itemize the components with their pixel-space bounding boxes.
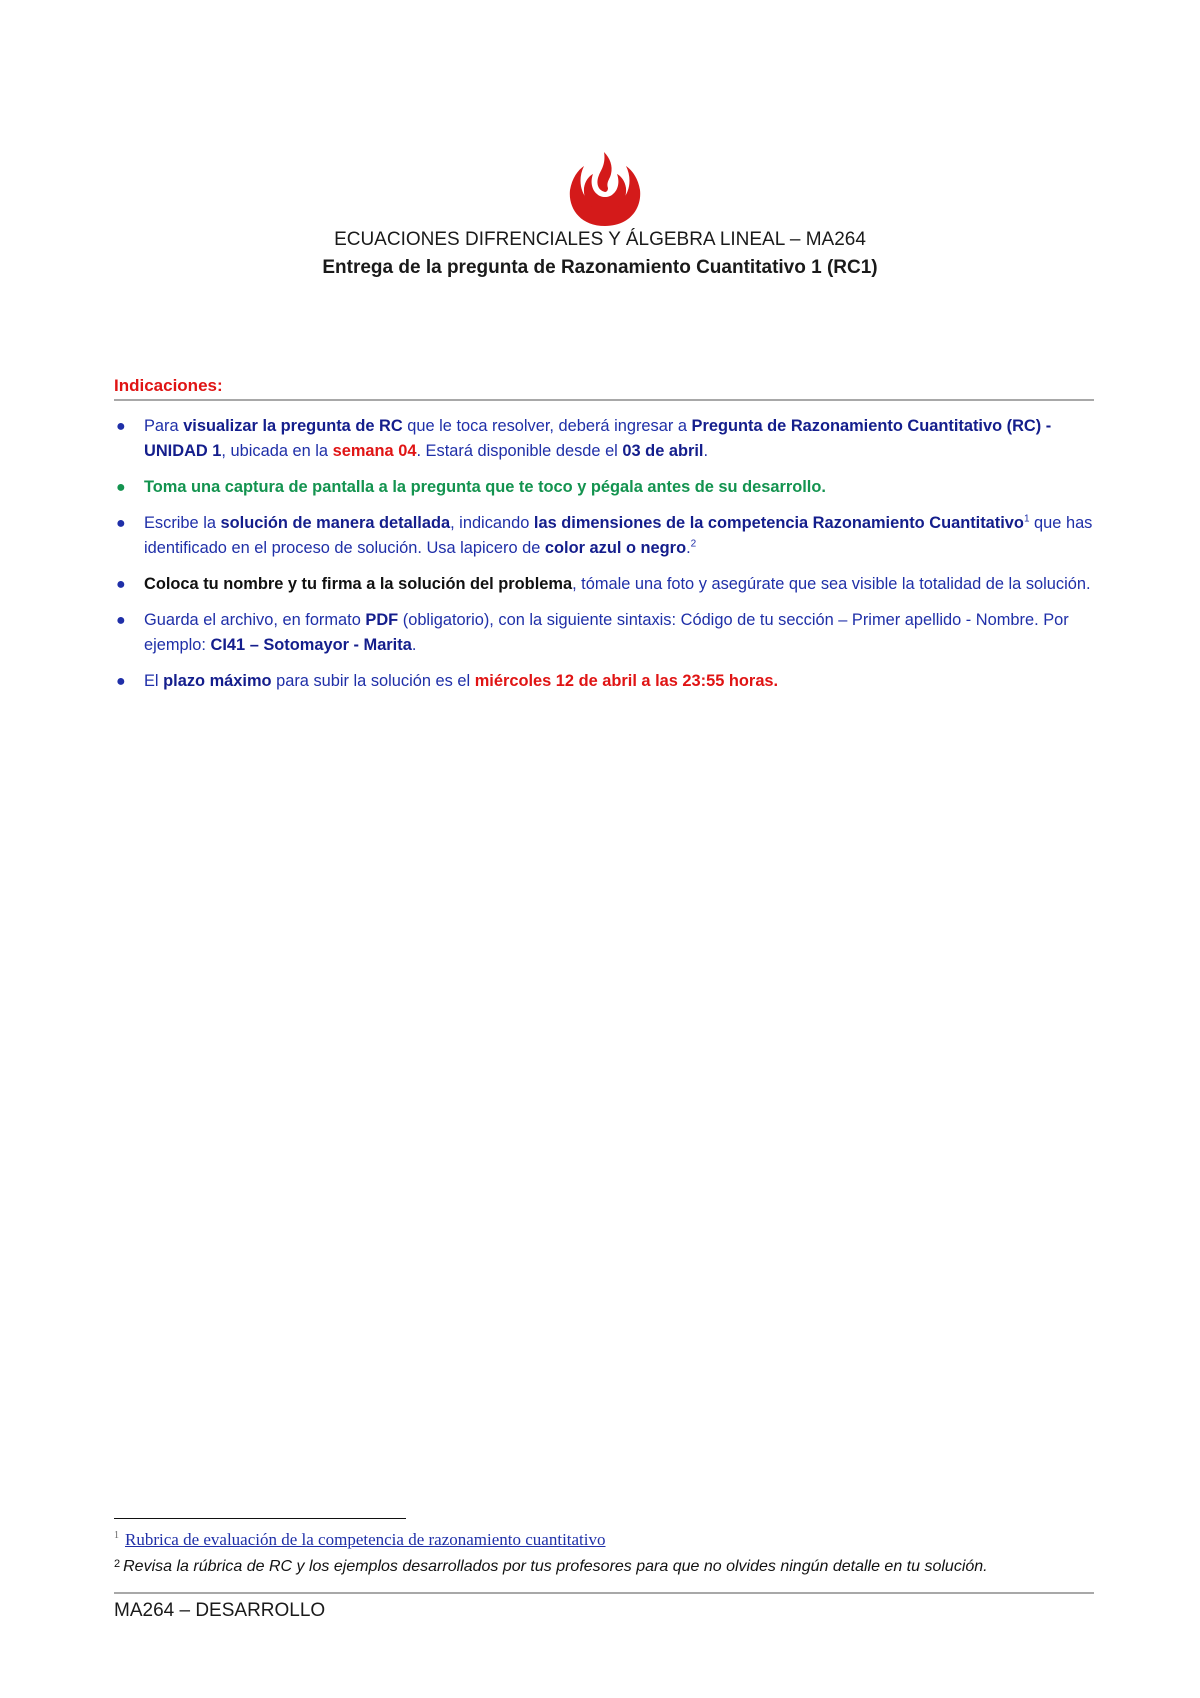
list-item: ● El plazo máximo para subir la solución es el miércoles 12 de abril a las 23:55 horas. — [114, 669, 1096, 694]
footnote-ref[interactable]: 1 — [1023, 513, 1030, 525]
bullet-icon: ● — [116, 576, 126, 593]
instructions-heading: Indicaciones: — [114, 376, 223, 395]
bullet-icon: ● — [116, 515, 126, 532]
rubric-link[interactable]: Rubrica de evaluación de la competencia de razonamiento cuantitativo — [125, 1530, 606, 1549]
footnote-1: $^1$ Rubrica de evaluación de la competencia de razonamiento cuantitativo — [114, 1530, 606, 1549]
bullet-icon: ● — [116, 612, 126, 629]
bullet-icon: ● — [116, 479, 126, 496]
bullet-icon: ● — [116, 673, 126, 690]
assignment-title: Entrega de la pregunta de Razonamiento Cuantitativo 1 (RC1) — [322, 257, 878, 278]
list-item: ● Escribe la solución de manera detallada, indicando las dimensiones de la competencia Razonamiento Cuantitativo$^1$ que has identificado en el proceso de solución. Usa lapicero de color azul o negro.$^2$ — [114, 511, 1096, 561]
course-title: ECUACIONES DIFRENCIALES Y ÁLGEBRA LINEAL – MA264 — [334, 229, 866, 250]
list-item: ● Para visualizar la pregunta de RC que le toca resolver, deberá ingresar a Pregunta de Razonamiento Cuantitativo (RC) - UNIDAD 1, ubicada en la semana 04. Estará disponible desde el 03 de abril. — [114, 414, 1096, 464]
footer-divider — [114, 1592, 1094, 1594]
heading-divider — [114, 399, 1094, 401]
instructions-list — [114, 414, 1096, 705]
footnote-divider — [114, 1518, 406, 1519]
list-item: ● Coloca tu nombre y tu firma a la solución del problema, tómale una foto y asegúrate que sea visible la totalidad de la solución. — [114, 572, 1096, 597]
footnote-2: $^2$ Revisa la rúbrica de RC y los ejemplos desarrollados por tus profesores para que no olvides ningún detalle en tu solución. — [114, 1558, 988, 1575]
page-footer: MA264 – DESARROLLO — [114, 1600, 326, 1621]
bullet-icon: ● — [116, 418, 126, 435]
list-item: ● Toma una captura de pantalla a la pregunta que te toco y pégala antes de su desarrollo. — [114, 475, 1096, 500]
footnote-ref[interactable]: 2 — [690, 538, 697, 550]
list-item: ● Guarda el archivo, en formato PDF (obligatorio), con la siguiente sintaxis: Código de tu sección – Primer apellido - Nombre. Por ejemplo: CI41 – Sotomayor - Marita. — [114, 608, 1096, 658]
university-logo-icon — [566, 148, 644, 228]
